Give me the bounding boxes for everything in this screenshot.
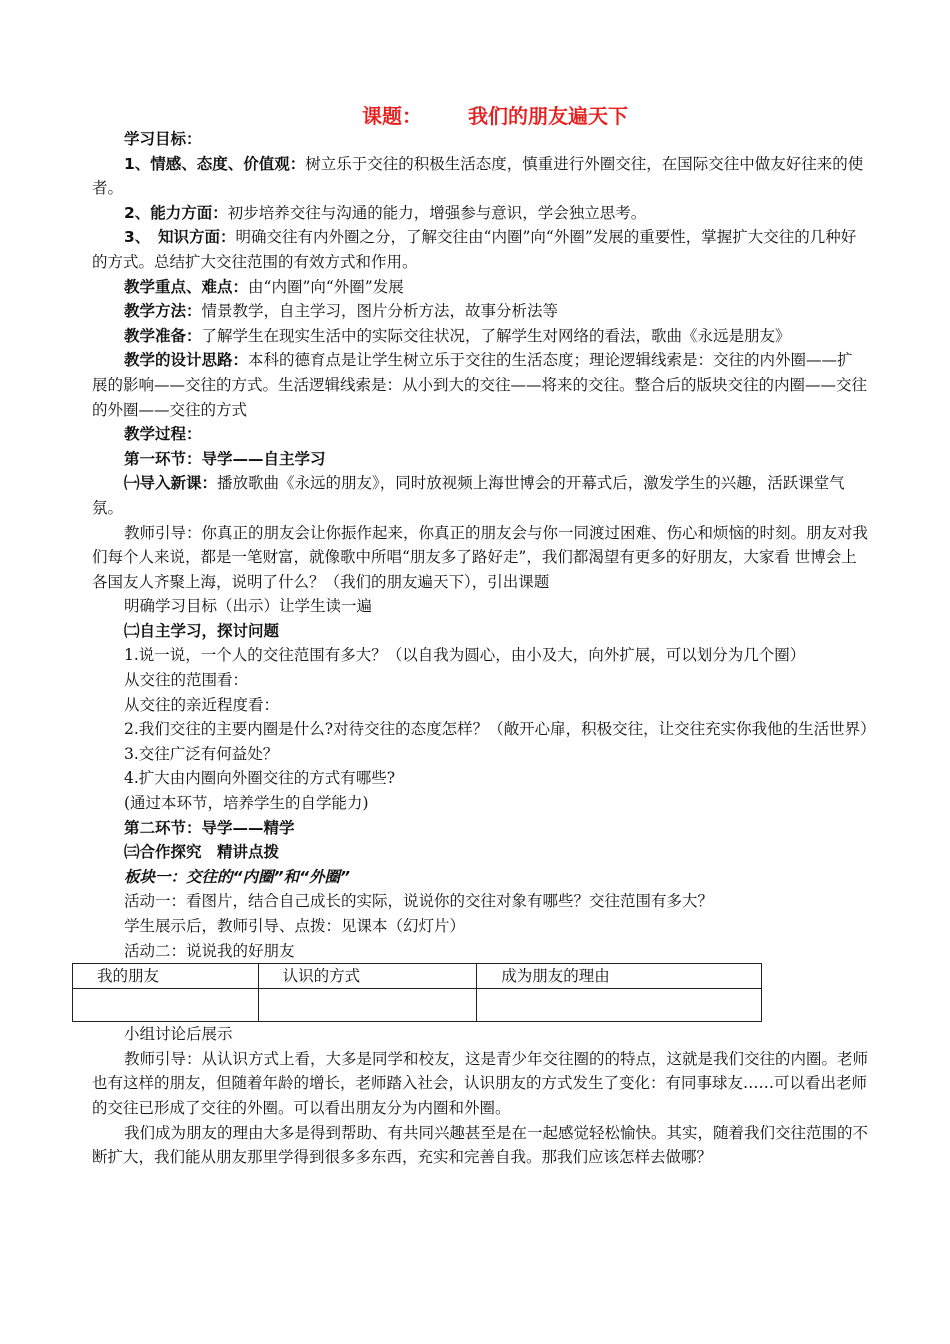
range-line-1: 从交往的范围看： <box>124 671 249 690</box>
teaching-preparation: 教学准备：了解学生在现实生活中的实际交往状况，了解学生对网络的看法，歌曲《永远是朋友》 <box>124 326 791 345</box>
range-line-2: 从交往的亲近程度看： <box>124 695 280 714</box>
question-1: 1.说一说，一个人的交往范围有多大？（以自我为圆心，由小及大，向外扩展，可以划分为几个圈） <box>124 646 806 665</box>
lesson-title <box>0 100 950 129</box>
document-body <box>92 127 876 1170</box>
teacher-guide-1: 教师引导：你真正的朋友会让你振作起来，你真正的朋友会与你一同渡过困难、伤心和烦恼的时刻。朋友对我们每个人来说，都是一笔财富，就像歌中所唱“朋友多了路好走”，我们都渴望有更多的好朋友，大家看 世博会上各国友人齐聚上海，说明了什么？（我们的朋友遍天下），引出课题 <box>92 523 869 591</box>
section1-note: (通过本环节，培养学生的自学能力) <box>124 794 369 813</box>
coop-heading: ㈢合作探究 精讲点拨 <box>124 843 280 862</box>
process-heading: 教学过程： <box>124 425 202 444</box>
objective-3: 3、 知识方面：明确交往有内外圈之分，了解交往由“内圈”向“外圈”发展的重要性，掌握扩大交往的几种好的方式。总结扩大交往范围的有效方式和作用。 <box>92 228 857 271</box>
table-cell[interactable] <box>258 989 477 1022</box>
display-line: 学生展示后，教师引导、点拨：见课本（幻灯片） <box>124 917 466 935</box>
activity-1: 活动一：看图片，结合自己成长的实际，说说你的交往对象有哪些？交往范围有多大？ <box>124 892 714 911</box>
friends-table <box>72 963 762 1022</box>
question-3: 3.交往广泛有何益处？ <box>124 744 279 763</box>
objectives-heading: 学习目标： <box>124 130 202 148</box>
self-study-heading: ㈡自主学习，探讨问题 <box>124 621 280 640</box>
block1-heading: 板块一：交往的“内圈”和“外圈” <box>124 867 350 886</box>
question-4: 4.扩大由内圈向外圈交往的方式有哪些? <box>124 769 396 788</box>
table-header-cell: 成为朋友的理由 <box>477 964 762 989</box>
section2-heading: 第二环节：导学——精学 <box>124 818 295 837</box>
objective-1: 1、情感、态度、价值观：树立乐于交往的积极生活态度，慎重进行外圈交往，在国际交往中做友好往来的使者。 <box>92 154 864 198</box>
intro-paragraph: ㈠导入新课：播放歌曲《永远的朋友》，同时放视频上海世博会的开幕式后，激发学生的兴趣，活跃课堂气氛。 <box>92 474 845 517</box>
table-row <box>73 989 762 1022</box>
key-points: 教学重点、难点：由“内圈”向“外圈”发展 <box>124 277 404 296</box>
objective-2: 2、能力方面：初步培养交往与沟通的能力，增强参与意识，学会独立思考。 <box>124 203 647 222</box>
table-cell[interactable] <box>73 989 259 1022</box>
question-2: 2.我们交往的主要内圈是什么?对待交往的态度怎样？（敞开心扉，积极交往，让交往充实你我他的生活世界） <box>124 720 876 739</box>
table-header-cell: 认识的方式 <box>258 964 477 989</box>
teaching-methods: 教学方法：情景教学，自主学习，图片分析方法，故事分析法等 <box>124 302 559 321</box>
table-cell[interactable] <box>477 989 762 1022</box>
title-text: 我们的朋友遍天下 <box>468 104 628 128</box>
table-header-row <box>73 964 762 989</box>
goal-line: 明确学习目标（出示）让学生读一遍 <box>124 597 373 616</box>
teacher-guide-2: 教师引导：从认识方式上看，大多是同学和校友，这是青少年交往圈的的特点，这就是我们交往的内圈。老师也有这样的朋友，但随着年龄的增长，老师踏入社会，认识朋友的方式发生了变化：有同事球友……可以看出老师的交往已形成了交往的外圈。可以看出朋友分为内圈和外圈。 <box>92 1049 869 1117</box>
title-label: 课题： <box>362 104 422 128</box>
design-ideas: 教学的设计思路：本科的德育点是让学生树立乐于交往的生活态度；理论逻辑线索是：交往的内外圈——扩展的影响——交往的方式。生活逻辑线索是：从小到大的交往——将来的交往。整合后的版块交往的内圈——交往的外圈——交往的方式 <box>92 351 868 419</box>
table-header-cell: 我的朋友 <box>73 964 259 989</box>
after-table-line: 小组讨论后展示 <box>124 1025 233 1044</box>
reasons-paragraph: 我们成为朋友的理由大多是得到帮助、有共同兴趣甚至是在一起感觉轻松愉快。其实，随着我们交往范围的不断扩大，我们能从朋友那里学得到很多多东西，充实和完善自我。那我们应该怎样去做哪？ <box>92 1123 869 1167</box>
section1-heading: 第一环节：导学——自主学习 <box>124 449 326 468</box>
activity-2: 活动二：说说我的好朋友 <box>124 941 295 960</box>
